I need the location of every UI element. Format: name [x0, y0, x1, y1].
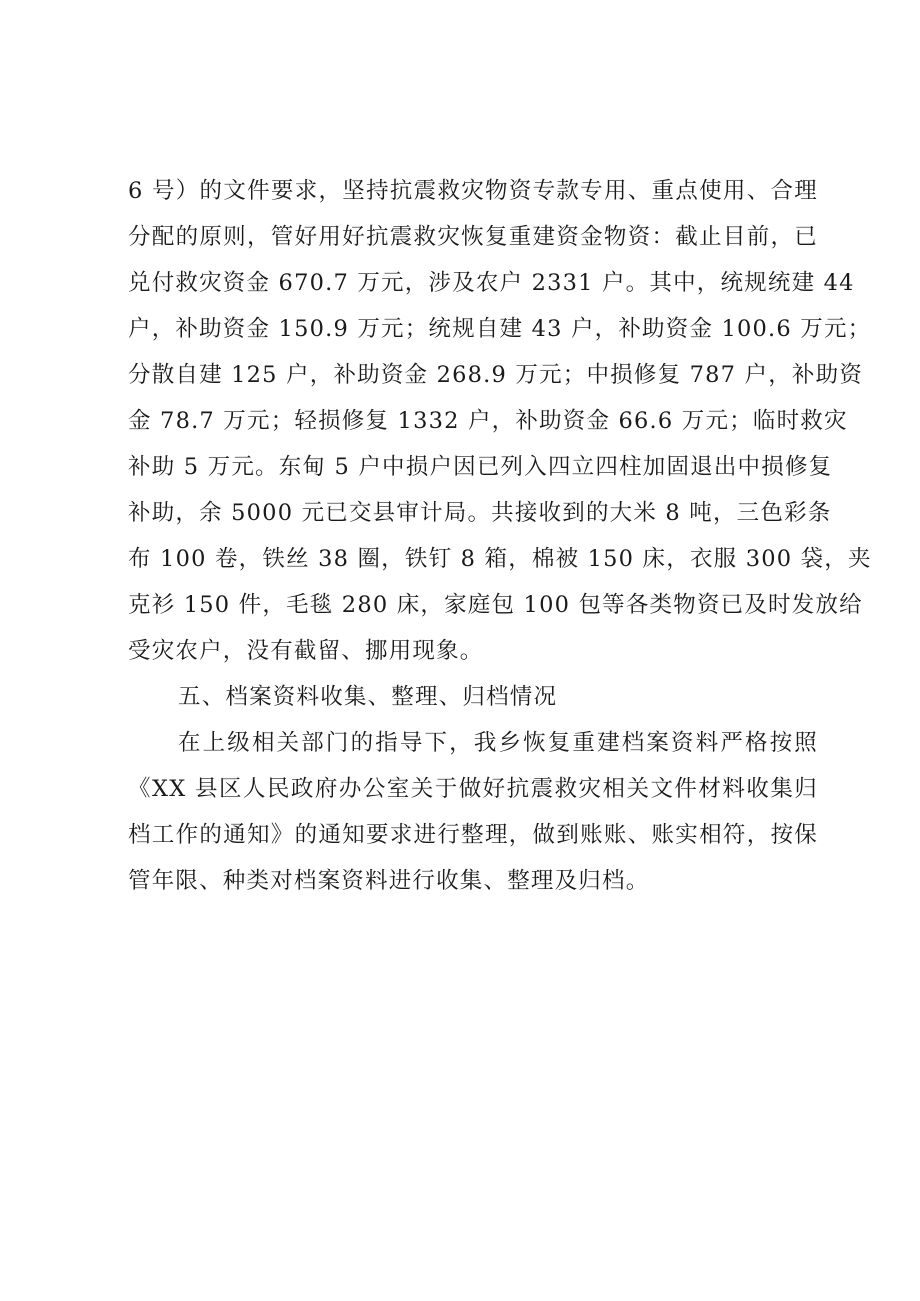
text-line: 在上级相关部门的指导下，我乡恢复重建档案资料严格按照 — [178, 730, 818, 756]
text-line: 分配的原则，管好用好抗震救灾恢复重建资金物资：截止目前，已 — [128, 224, 818, 250]
text-line: 6 号）的文件要求，坚持抗震救灾物资专款专用、重点使用、合理 — [128, 178, 818, 204]
text-line: 档工作的通知》的通知要求进行整理，做到账账、账实相符，按保 — [128, 822, 818, 848]
text-line: 补助 5 万元。东甸 5 户中损户因已列入四立四柱加固退出中损修复 — [128, 454, 833, 480]
text-line: 克衫 150 件，毛毯 280 床，家庭包 100 包等各类物资已及时发放给 — [128, 592, 863, 618]
text-line: 户，补助资金 150.9 万元；统规自建 43 户，补助资金 100.6 万元； — [128, 316, 872, 342]
text-line: 受灾农户，没有截留、挪用现象。 — [128, 638, 484, 664]
text-line: 兑付救灾资金 670.7 万元，涉及农户 2331 户。其中，统规统建 44 — [128, 270, 855, 296]
text-line: 补助，余 5000 元已交县审计局。共接收到的大米 8 吨，三色彩条 — [128, 500, 832, 526]
text-line: 《XX 县区人民政府办公室关于做好抗震救灾相关文件材料收集归 — [128, 776, 818, 802]
text-line: 布 100 卷，铁丝 38 圈，铁钉 8 箱，棉被 150 床，衣服 300 袋，夹 — [128, 546, 872, 572]
text-line: 管年限、种类对档案资料进行收集、整理及归档。 — [128, 868, 650, 894]
paragraph-archives — [128, 720, 818, 904]
document-body — [128, 168, 872, 904]
text-line: 金 78.7 万元；轻损修复 1332 户，补助资金 66.6 万元；临时救灾 — [128, 408, 848, 434]
text-line: 分散自建 125 户，补助资金 268.9 万元；中损修复 787 户，补助资 — [128, 362, 864, 388]
paragraph-relief-funds — [128, 168, 872, 674]
section-heading: 五、档案资料收集、整理、归档情况 — [178, 684, 558, 710]
